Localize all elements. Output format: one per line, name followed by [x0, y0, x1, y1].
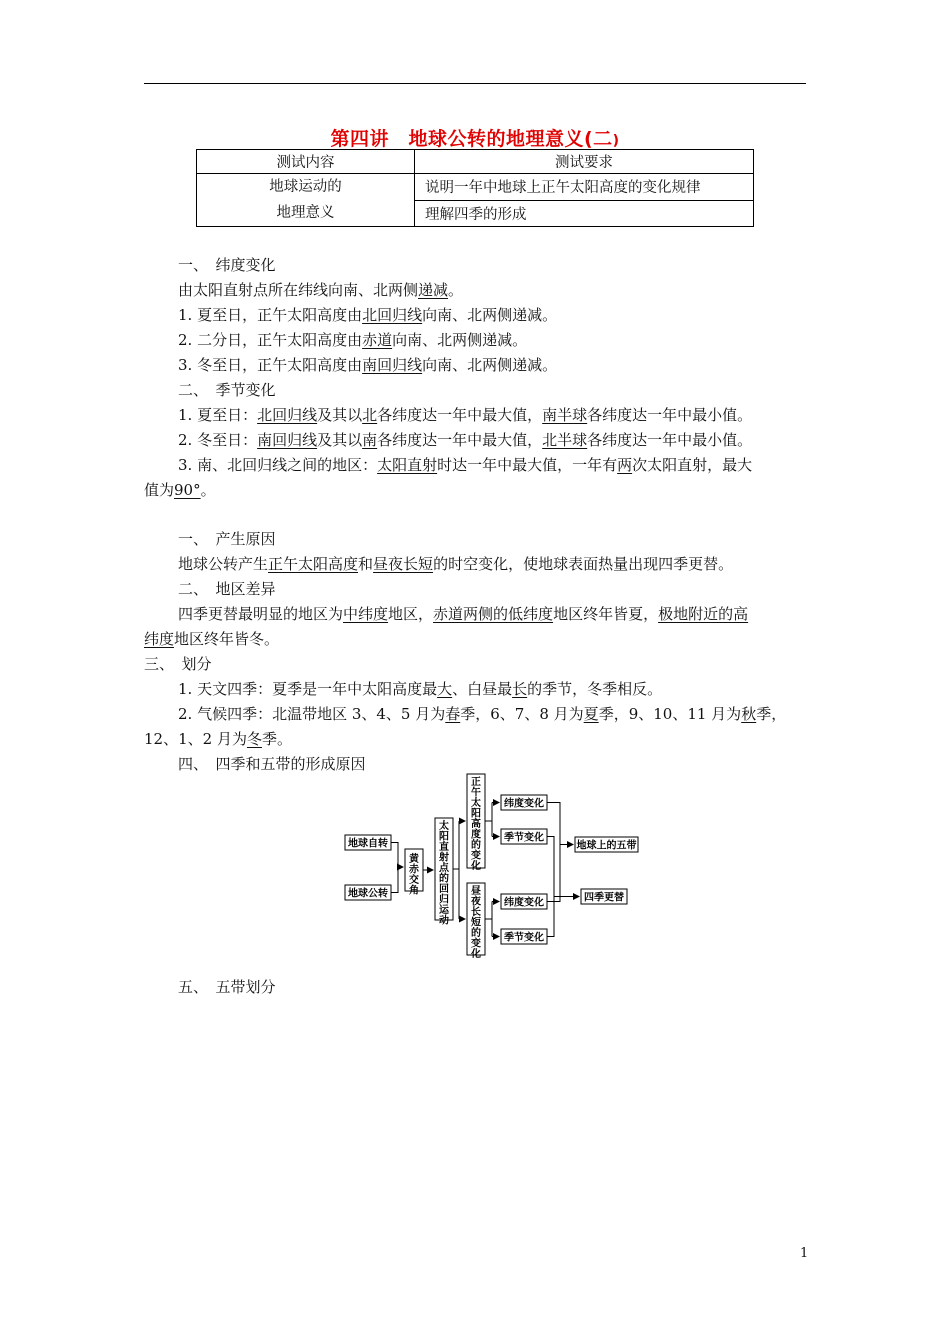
- diagram-char: 化: [471, 949, 481, 960]
- diagram-char: 点: [439, 863, 449, 874]
- diagram-char: 变: [471, 850, 481, 862]
- diagram-char: 变: [471, 938, 481, 950]
- diagram-char: 交: [409, 875, 419, 886]
- section-formation-heading: 四、 四季和五带的形成原因: [178, 755, 366, 773]
- label-day-night: [470, 884, 482, 960]
- label-latitude-2: 纬度变化: [504, 897, 544, 909]
- text-line: 2. 冬至日：南回归线及其以南各纬度达一年中最大值，北半球各纬度达一年中最小值。: [178, 431, 753, 449]
- page-title: 第四讲 地球公转的地理意义(二): [330, 128, 620, 150]
- text-line: 12、1、2 月为冬季。: [144, 730, 292, 748]
- text-line: 四季更替最明显的地区为中纬度地区，赤道两侧的低纬度地区终年皆夏，极地附近的高: [178, 605, 749, 623]
- section-season-heading: 二、 季节变化: [178, 381, 276, 399]
- text-line: 1. 夏至日，正午太阳高度由北回归线向南、北两侧递减。: [178, 306, 558, 324]
- requirements-table: [196, 149, 754, 227]
- diagram-char: 高: [471, 819, 481, 830]
- label-five-zones: 地球上的五带: [576, 840, 637, 852]
- text-line: 由太阳直射点所在纬线向南、北两侧递减。: [178, 281, 464, 299]
- header-rule: [144, 83, 806, 84]
- text-line: 1. 夏至日：北回归线及其以北各纬度达一年中最大值，南半球各纬度达一年中最小值。: [178, 406, 753, 424]
- section-zones-heading: 五、 五带划分: [178, 978, 276, 996]
- diagram-char: 赤: [409, 864, 419, 876]
- diagram-char: 回: [439, 884, 449, 895]
- text-line: 2. 气候四季：北温带地区 3、4、5 月为春季，6、7、8 月为夏季，9、10、11 月为秋季，: [178, 705, 787, 723]
- diagram-char: 直: [439, 842, 449, 853]
- diagram-char: 的: [471, 840, 481, 851]
- diagram-char: 太: [471, 798, 481, 809]
- label-four-seasons: 四季更替: [584, 892, 624, 904]
- diagram-char: 度: [471, 829, 481, 841]
- table-cell-req2: 理解四季的形成: [415, 200, 754, 227]
- label-season-2: 季节变化: [504, 932, 544, 944]
- diagram-char: 阳: [471, 808, 481, 820]
- text-line: 1. 天文四季：夏季是一年中太阳高度最大、白昼最长的季节，冬季相反。: [178, 680, 663, 698]
- section-region-heading: 二、 地区差异: [178, 580, 276, 598]
- text-line: 3. 南、北回归线之间的地区：太阳直射时达一年中最大值，一年有两次太阳直射，最大: [178, 456, 753, 474]
- label-noon-altitude: [470, 775, 481, 872]
- text-line: 纬度地区终年皆冬。: [144, 630, 280, 648]
- table-header-content: 测试内容: [197, 150, 415, 174]
- text-line: 3. 冬至日，正午太阳高度由南回归线向南、北两侧递减。: [178, 356, 558, 374]
- diagram-char: 正: [471, 777, 481, 788]
- diagram-char: 动: [439, 915, 449, 927]
- section-division-heading: 三、 划分: [144, 655, 212, 673]
- section-latitude-heading: 一、 纬度变化: [178, 256, 276, 274]
- diagram-char: 的: [471, 928, 481, 939]
- page-number: 1: [800, 1246, 809, 1261]
- diagram-char: 昼: [471, 886, 481, 897]
- diagram-char: 黄: [409, 854, 419, 865]
- diagram-char: 夜: [471, 896, 481, 908]
- section-cause-heading: 一、 产生原因: [178, 530, 276, 548]
- diagram-char: 角: [409, 885, 419, 897]
- text-line: 地球公转产生正午太阳高度和昼夜长短的时空变化，使地球表面热量出现四季更替。: [178, 555, 734, 573]
- label-obliquity: [409, 852, 420, 897]
- diagram-char: 长: [471, 907, 481, 918]
- diagram-char: 太: [439, 821, 449, 832]
- diagram-char: 的: [439, 873, 449, 885]
- formation-flow-diagram: [340, 770, 640, 960]
- diagram-char: 短: [471, 917, 481, 929]
- label-direct-point-motion: [439, 819, 450, 927]
- diagram-char: 午: [471, 787, 481, 799]
- label-season-1: 季节变化: [504, 832, 544, 844]
- text-line: 值为90°。: [144, 481, 216, 499]
- diagram-char: 运: [439, 905, 449, 916]
- diagram-char: 化: [471, 861, 481, 872]
- label-revolution: 地球公转: [348, 888, 388, 900]
- diagram-char: 射: [439, 852, 449, 864]
- text-line: 2. 二分日，正午太阳高度由赤道向南、北两侧递减。: [178, 331, 528, 349]
- table-header-requirement: 测试要求: [415, 150, 754, 174]
- label-latitude-1: 纬度变化: [504, 798, 544, 810]
- diagram-char: 阳: [439, 831, 449, 843]
- table-cell-content: 地球运动的 地理意义: [197, 174, 415, 227]
- table-cell-req1: 说明一年中地球上正午太阳高度的变化规律: [415, 174, 754, 201]
- label-rotation: 地球自转: [348, 838, 388, 850]
- diagram-char: 归: [439, 894, 449, 906]
